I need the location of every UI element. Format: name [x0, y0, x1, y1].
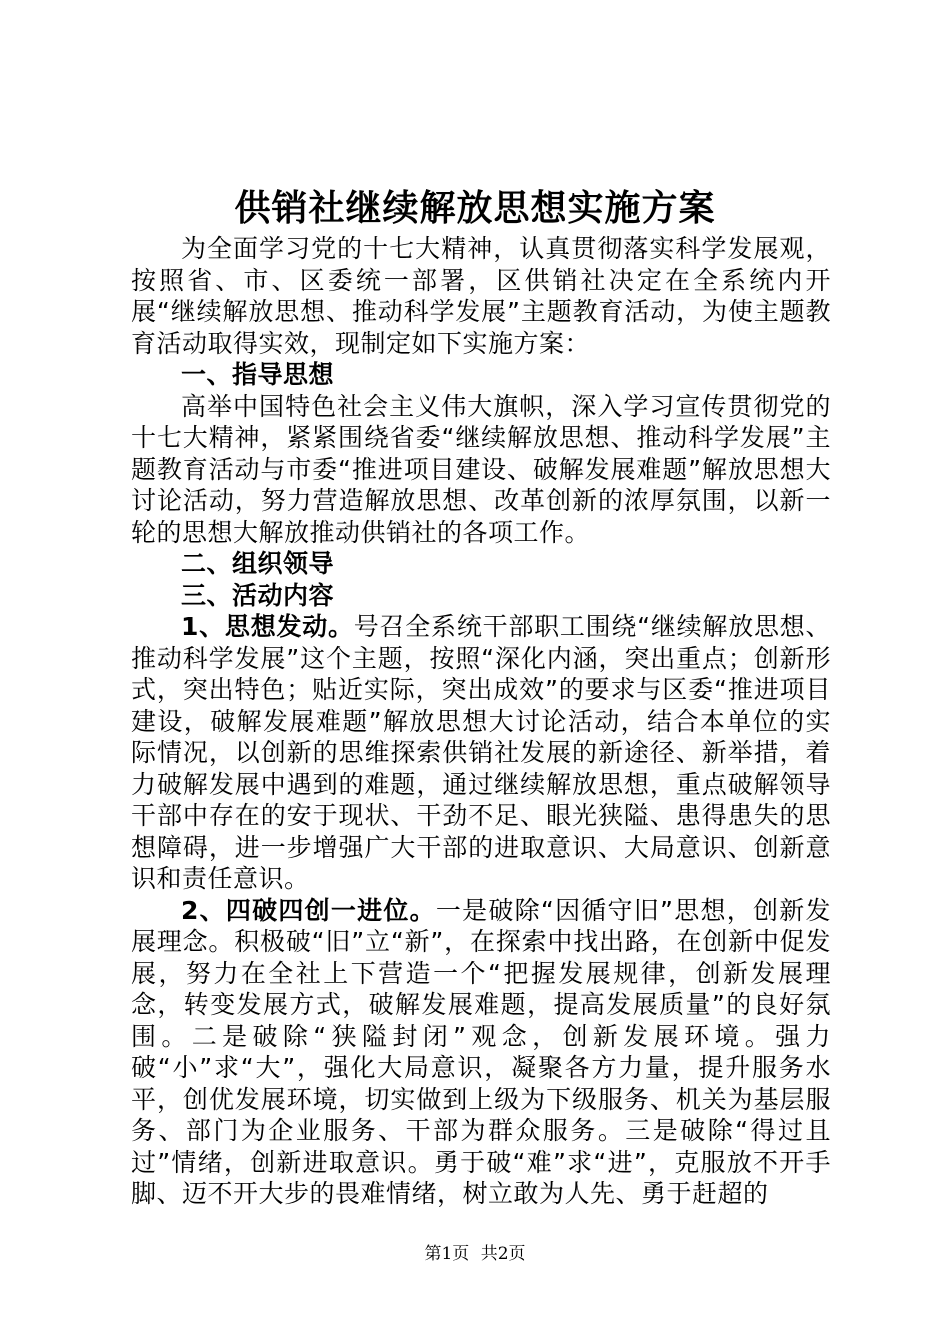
intro-paragraph: 为全面学习党的十七大精神，认真贯彻落实科学发展观，按照省、市、区委统一部署，区供销社决定在全系统内开展“继续解放思想、推动科学发展”主题教育活动，为使主题教育活动取得实效，现制定如下实施方案：: [131, 234, 831, 358]
activity-item-1: [131, 611, 831, 895]
guiding-thought-paragraph: 高举中国特色社会主义伟大旗帜，深入学习宣传贯彻党的十七大精神，紧紧围绕省委“继续解放思想、推动科学发展”主题教育活动与市委“推进项目建设、破解发展难题”解放思想大讨论活动，努力营造解放思想、改革创新的浓厚氛围，以新一轮的思想大解放推动供销社的各项工作。: [131, 391, 831, 547]
activity-item-2-text: 一是破除“因循守旧”思想，创新发展理念。积极破“旧”立“新”，在探索中找出路，在创新中促发展，努力在全社上下营造一个“把握发展规律，创新发展理念，转变发展方式，破解发展难题，提高发展质量”的良好氛围。二是破除“狭隘封闭”观念，创新发展环境。强力破“小”求“大”，强化大局意识，凝聚各方力量，提升服务水平，创优发展环境，切实做到上级为下级服务、机关为基层服务、部门为企业服务、干部为群众服务。三是破除“得过且过”情绪，创新进取意识。勇于破“难”求“进”，克服放不开手脚、迈不开大步的畏难情绪，树立敢为人先、勇于赶超的: [131, 895, 831, 1208]
activity-item-2-lead: 2、四破四创一进位。: [181, 895, 436, 925]
page-number: 第1页: [424, 1244, 470, 1264]
section-heading-organization: 二、组织领导: [181, 549, 335, 578]
section-heading-activity-content: 三、活动内容: [181, 580, 335, 610]
activity-item-1-text: 号召全系统干部职工围绕“继续解放思想、推动科学发展”这个主题，按照“深化内涵，突出重点；创新形式，突出特色；贴近实际，突出成效”的要求与区委“推进项目建设，破解发展难题”解放思想大讨论活动，结合本单位的实际情况，以创新的思维探索供销社发展的新途径、新举措，着力破解发展中遇到的难题，通过继续解放思想，重点破解领导干部中存在的安于现状、干劲不足、眼光狭隘、患得患失的思想障碍，进一步增强广大干部的进取意识、大局意识、创新意识和责任意识。: [131, 612, 831, 893]
document-title: 供销社继续解放思想实施方案: [234, 187, 716, 229]
document-body: [131, 233, 831, 1210]
section-heading-guiding-thought: 一、指导思想: [181, 360, 335, 389]
page-footer: [0, 1242, 950, 1266]
activity-item-2: [131, 895, 831, 1210]
page-total: 共2页: [480, 1244, 526, 1264]
activity-item-1-lead: 1、思想发动。: [181, 612, 354, 641]
